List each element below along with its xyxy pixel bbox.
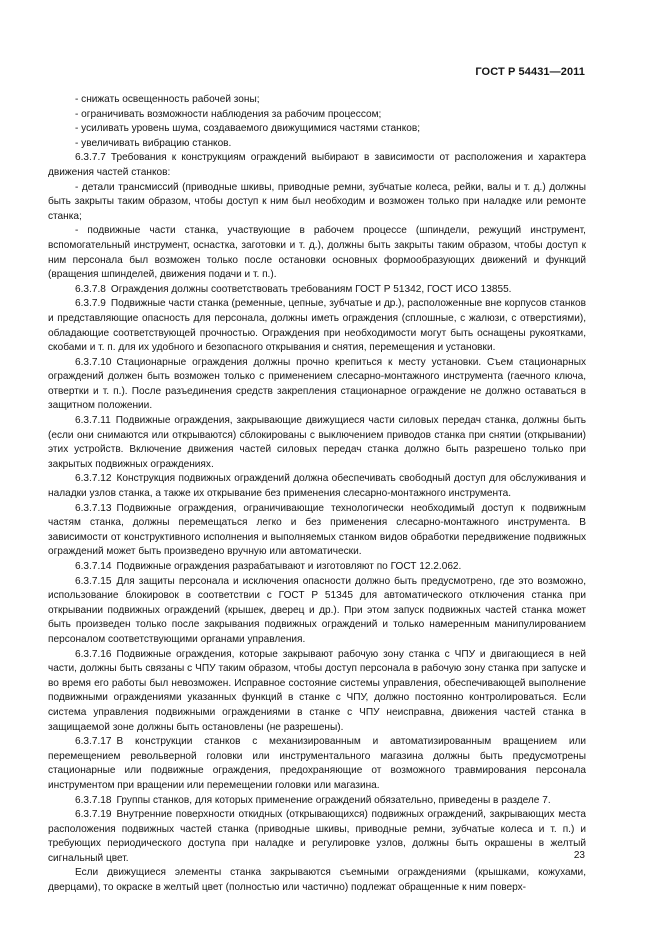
- paragraph: 6.3.7.10 Стационарные ограждения должны прочно крепиться к месту установки. Съем стационарных ограждений должен быть возможен только с применением слесарно-монтажного инструмента (гаечного ключа, отвертки и т. п.). После разъединения средств закрепления стационарное ограждение не должно оставаться в защитном положении.: [48, 356, 586, 412]
- paragraph: - усиливать уровень шума, создаваемого движущимися частями станков;: [75, 123, 421, 135]
- paragraph: 6.3.7.16 Подвижные ограждения, которые закрывают рабочую зону станка с ЧПУ и двигающиеся в ней части, должны быть связаны с ЧПУ таким образом, чтобы доступ персонала в рабочую зону станка при запуске и во время его работы был невозможен. Исправное состояние системы управления, обеспечивающей выполнение подвижными ограждениями указанных функций в станке с ЧПУ, должно постоянно контролироваться. Если система управления подвижными ограждениями в станке с ЧПУ неисправна, движения частей станка в защищаемой зоне должны быть остановлены (не разрешены).: [48, 648, 586, 733]
- page-number: 23: [573, 850, 585, 861]
- paragraph: 6.3.7.15 Для защиты персонала и исключения опасности должно быть предусмотрено, где это возможно, использование блокировок в соответствии с ГОСТ Р 51345 для автоматического отключения станка при открывании подвижных ограждений (крышек, дверец и др.). При этом запуск подвижных частей станка может быть произведен только после закрывания подвижных ограждений и только намеренным манипулированием персоналом соответствующими органами управления.: [48, 575, 586, 645]
- paragraph: 6.3.7.9 Подвижные части станка (ременные, цепные, зубчатые и др.), расположенные вне корпусов станков и представляющие опасность для персонала, должны иметь ограждения (сплошные, с жалюзи, с отверстиями), обладающие соответствующей прочностью. Ограждения при необходимости могут быть оснащены рукоятками, скобами и т. п. для их удобного и безопасного открывания и снятия, перемещения и установки.: [48, 298, 586, 354]
- paragraph: - детали трансмиссий (приводные шкивы, приводные ремни, зубчатые колеса, рейки, валы и т. д.) должны быть закрыты таким образом, чтобы доступ к ним был необходим и возможен только при наладке или ремонте станка;: [48, 181, 586, 222]
- paragraph: 6.3.7.17 В конструкции станков с механизированным и автоматизированным вращением или перемещением револьверной головки или инструментального магазина должны быть предусмотрены стационарные или подвижные ограждения, предохраняющие от возможного травмирования персонала инструментом при вращении или перемещении головки или магазина.: [48, 736, 586, 791]
- paragraph: - снижать освещенность рабочей зоны;: [75, 94, 260, 105]
- paragraph: - подвижные части станка, участвующие в рабочем процессе (шпиндели, режущий инструмент, вспомогательный инструмент, оснастка, заготовки и т. д.), должны быть закрыты таким образом, чтобы доступ к ним персонала был возможен только после остановки основных формообразующих движений и функций (вращения шпинделей, движения подачи и т. п.).: [48, 225, 586, 281]
- paragraph: 6.3.7.13 Подвижные ограждения, ограничивающие технологически необходимый доступ к подвижным частям станка, должны перемещаться легко и без применения слесарно-монтажного инструмента. В зависимости от конструктивного исполнения и выполняемых станком видов обработки передвижение подвижных ограждений может быть произведено вручную или автоматически.: [48, 502, 586, 558]
- paragraph: 6.3.7.8 Ограждения должны соответствовать требованиям ГОСТ Р 51342, ГОСТ ИСО 13855.: [75, 283, 512, 295]
- paragraph: 6.3.7.14 Подвижные ограждения разрабатывают и изготовляют по ГОСТ 12.2.062.: [75, 561, 462, 572]
- paragraph: 6.3.7.18 Группы станков, для которых применение ограждений обязательно, приведены в разделе 7.: [75, 794, 551, 806]
- paragraph: 6.3.7.12 Конструкция подвижных ограждений должна обеспечивать свободный доступ для обслуживания и наладки узлов станка, а также их открывание без применения слесарно-монтажного инструмента.: [48, 473, 586, 500]
- paragraph: - ограничивать возможности наблюдения за рабочим процессом;: [75, 108, 382, 120]
- paragraph: 6.3.7.11 Подвижные ограждения, закрывающие движущиеся части силовых передач станка, должны быть (если они снимаются или открываются) сблокированы с выключением приводов станка при снятии (открывании) этих устройств. Включение движения частей силовых передач станка должно быть разрешено только при закрытых подвижных ограждениях.: [48, 415, 586, 470]
- paragraph: 6.3.7.19 Внутренние поверхности откидных (открывающихся) подвижных ограждений, закрывающих места расположения подвижных частей станка (приводные шкивы, приводные ремни, зубчатые колеса и т. п.) и требующих периодического доступа при наладке и регулировке узлов, должны быть окрашены в желтый сигнальный цвет.: [48, 809, 586, 864]
- paragraph: - увеличивать вибрацию станков.: [75, 137, 232, 149]
- document-code-header: ГОСТ Р 54431—2011: [475, 66, 585, 78]
- paragraph: 6.3.7.7 Требования к конструкциям ограждений выбирают в зависимости от расположения и характера движения частей станков:: [48, 152, 586, 178]
- document-body: [48, 93, 586, 896]
- paragraph: Если движущиеся элементы станка закрываются съемными ограждениями (крышками, кожухами, дверцами), то окраске в желтый цвет (полностью или частично) подлежат обращенные к ним поверх-: [48, 867, 586, 894]
